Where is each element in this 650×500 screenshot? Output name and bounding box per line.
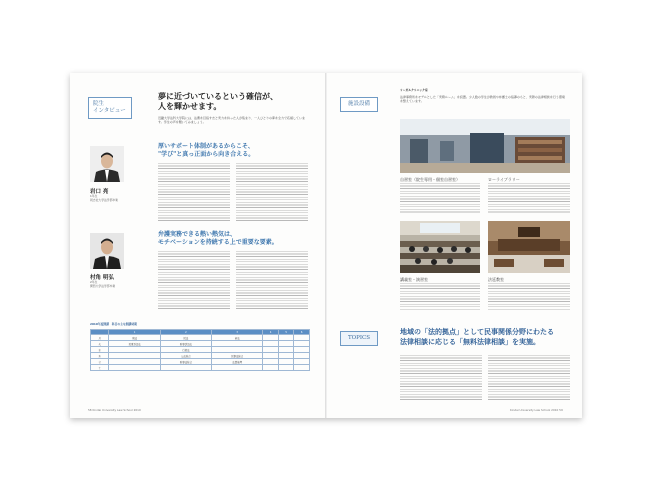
person1-info: 1年生 同志社大学法学部卒業 — [90, 194, 118, 202]
table-row: 木 公法総合 民事法総合 — [91, 353, 310, 359]
topics-title: 地域の「法的拠点」として民事関係分野にわたる 法律相談に応じる「無料法律相談」を実施。 — [400, 327, 554, 346]
facilities-intro: 法律事務所をモデルとした「実務ルーム」を設置。少人数の学生が教員や弁護士の指導のもと、実際の法律相談を行う環境を整えています。 — [400, 95, 565, 104]
facilities-tag: 施設設備 — [340, 97, 378, 112]
photo-courtroom — [488, 221, 570, 273]
person1-photo — [90, 146, 124, 182]
clinic-room-label: リーガルクリニック室 — [400, 88, 428, 92]
section2-body-col2 — [236, 251, 308, 309]
page-gutter — [325, 73, 327, 418]
photo1-body — [400, 183, 480, 213]
left-page-footer: 58 Kindai University Law School 2010 — [88, 408, 141, 412]
topics-body-col2 — [488, 355, 570, 401]
topics-tag: TOPICS — [340, 331, 378, 346]
person2-name: 村角 明弘 — [90, 275, 114, 281]
section1-body-col2 — [236, 163, 308, 223]
brochure-spread — [70, 73, 582, 418]
photo-study-room — [400, 119, 570, 173]
topics-body-col1 — [400, 355, 482, 401]
table-row: 月 刑法 民法 商法 — [91, 335, 310, 341]
section1-body-col1 — [158, 163, 230, 223]
left-headline: 夢に近づいているという確信が、 人を輝かせます。 — [158, 91, 278, 111]
table-row: 土 — [91, 365, 310, 371]
table-header-row: 1 2 3 4 5 6 — [91, 330, 310, 335]
photo1-caption: 自習室（院生専用・個室自習室） — [400, 177, 460, 182]
photo3-caption: 講義室・演習室 — [400, 277, 428, 282]
photo3-body — [400, 283, 480, 311]
photo-lecture-room — [400, 221, 480, 273]
photo2-caption: ローライブラリー — [488, 177, 520, 182]
interview-tag: 院生 インタビュー — [88, 97, 132, 119]
photo2-body — [488, 183, 570, 213]
table-row: 水 行政法 — [91, 347, 310, 353]
left-lead-text: 近畿大学法科大学院には、法曹を目指す志と実力を持った人が集まり、一人ひとりの夢を全力で応援しています。学生の声を聞いてみましょう。 — [158, 116, 306, 125]
table-row: 火 民事訴訟法 刑事訴訟法 — [91, 341, 310, 347]
section2-body-col1 — [158, 251, 230, 309]
section1-title: 厚いサポート体制があるからこそ、 "学び"と真っ正面から向き合える。 — [158, 143, 255, 158]
person2-info: 2年生 関西大学法学部卒業 — [90, 280, 116, 288]
photo4-body — [488, 283, 570, 311]
table-title: 2010年度開講 科目の主な開講時期 — [90, 322, 137, 326]
schedule-table — [90, 329, 310, 371]
table-row: 金 刑事法総合 法曹倫理 — [91, 359, 310, 365]
right-page-footer: Kindai University Law School 2010 59 — [510, 408, 563, 412]
section2-title: 弁護実務できる熱い熱気は、 モチベーションを持続する上で重要な要素。 — [158, 231, 278, 246]
photo4-caption: 法廷教室 — [488, 277, 504, 282]
person1-name: 岩口 亮 — [90, 189, 109, 195]
person2-photo — [90, 233, 124, 269]
